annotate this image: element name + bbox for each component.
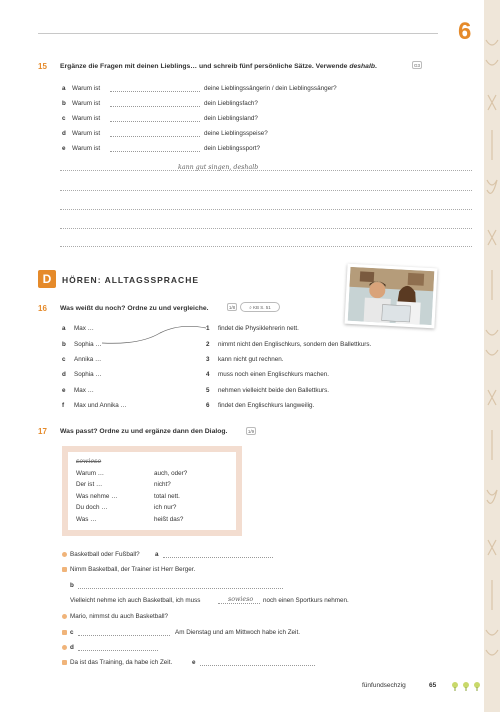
item-letter: e xyxy=(62,145,66,152)
dialog-letter: d xyxy=(70,644,74,651)
grammar-icon: G3 xyxy=(413,63,420,68)
match-right-text[interactable]: nehmen vielleicht beide den Ballettkurs. xyxy=(218,387,329,394)
dialog-letter: a xyxy=(155,551,159,558)
match-right-text[interactable]: nimmt nicht den Englischkurs, sondern den Ballettkurs. xyxy=(218,341,372,348)
exercise-16-number: 16 xyxy=(38,304,47,313)
handwritten-example: kann gut singen, deshalb xyxy=(178,164,259,171)
phrase-end[interactable]: total nett. xyxy=(154,493,180,500)
blank-field[interactable] xyxy=(110,106,200,107)
students-laptop-image xyxy=(348,267,435,325)
chapter-number: 6 xyxy=(458,18,472,45)
dialog-text: Nimm Basketball, der Trainer ist Herr Berger. xyxy=(70,566,196,573)
dialog-text: Da ist das Training, da habe ich Zeit. xyxy=(70,659,173,666)
blank-field[interactable] xyxy=(110,91,200,92)
match-left-text[interactable]: Sophia … xyxy=(74,371,102,378)
match-right-text[interactable]: findet den Englischkurs langweilig. xyxy=(218,402,315,409)
dialog-text: Am Dienstag und am Mittwoch habe ich Zeit. xyxy=(175,629,300,636)
speaker-marker xyxy=(62,645,67,650)
speaker-marker xyxy=(62,660,67,665)
footer-page-number: 65 xyxy=(429,682,437,689)
decorative-side-strip xyxy=(484,0,500,712)
phrase-start[interactable]: Was … xyxy=(76,516,97,523)
item-start-text: Warum ist xyxy=(72,85,101,92)
match-left-letter: c xyxy=(62,356,66,363)
writing-line[interactable] xyxy=(60,190,472,191)
photo-students xyxy=(344,264,437,329)
speaker-marker xyxy=(62,552,67,557)
dialog-text: Basketball oder Fußball? xyxy=(70,551,140,558)
match-right-text[interactable]: muss noch einen Englischkurs machen. xyxy=(218,371,329,378)
exercise-16-instruction: Was weißt du noch? Ordne zu und vergleiche. xyxy=(60,305,209,312)
level-flowers-icon xyxy=(450,679,484,697)
speaker-marker xyxy=(62,614,67,619)
phrase-start[interactable]: Was nehme … xyxy=(76,493,118,500)
phrase-end[interactable]: heißt das? xyxy=(154,516,184,523)
item-end-text: dein Lieblingssport? xyxy=(204,145,261,152)
exercise-15-number: 15 xyxy=(38,62,47,71)
blank-field[interactable] xyxy=(110,136,200,137)
item-end-text: dein Lieblingsland? xyxy=(204,115,258,122)
dialog-text: Mario, nimmst du auch Basketball? xyxy=(70,613,168,620)
phrase-start[interactable]: sowieso xyxy=(76,458,102,465)
match-right-text[interactable]: kann nicht gut rechnen. xyxy=(218,356,284,363)
item-start-text: Warum ist xyxy=(72,145,101,152)
match-left-text[interactable]: Annika … xyxy=(74,356,102,363)
blank-field[interactable] xyxy=(110,121,200,122)
match-left-letter: f xyxy=(62,402,65,409)
phrase-end[interactable]: auch, oder? xyxy=(154,470,188,477)
item-start-text: Warum ist xyxy=(72,115,101,122)
match-right-number: 2 xyxy=(206,341,210,348)
item-letter: d xyxy=(62,130,66,137)
dialog-text: noch einen Sportkurs nehmen. xyxy=(263,597,349,604)
dialog-letter: c xyxy=(70,629,74,636)
blank-field[interactable] xyxy=(78,635,170,636)
writing-line[interactable] xyxy=(60,228,472,229)
audio-icon[interactable]: 1/8 xyxy=(228,305,236,310)
match-left-text[interactable]: Max … xyxy=(74,325,94,332)
match-left-letter: a xyxy=(62,325,66,332)
match-left-text[interactable]: Sophia … xyxy=(74,341,102,348)
footer-page-word: fünfundsechzig xyxy=(362,682,406,689)
exercise-17-instruction: Was passt? Ordne zu und ergänze dann den Dialog. xyxy=(60,428,228,435)
match-left-letter: e xyxy=(62,387,66,394)
blank-field[interactable] xyxy=(78,588,283,589)
item-letter: a xyxy=(62,85,66,92)
item-end-text: deine Lieblingsspeise? xyxy=(204,130,268,137)
match-left-letter: b xyxy=(62,341,66,348)
blank-field[interactable] xyxy=(110,151,200,152)
item-letter: b xyxy=(62,100,66,107)
item-end-text: dein Lieblingsfach? xyxy=(204,100,258,107)
example-connection-line xyxy=(100,323,210,348)
blank-field[interactable] xyxy=(78,650,158,651)
dialog-letter: e xyxy=(192,659,196,666)
match-left-text[interactable]: Max … xyxy=(74,387,94,394)
phrase-start[interactable]: Du doch … xyxy=(76,504,108,511)
top-divider xyxy=(38,33,438,34)
handwritten-answer: sowieso xyxy=(228,596,254,603)
writing-line[interactable] xyxy=(60,246,472,247)
match-right-number: 6 xyxy=(206,402,210,409)
match-right-text[interactable]: findet die Physiklehrerin nett. xyxy=(218,325,299,332)
phrase-end[interactable]: nicht? xyxy=(154,481,171,488)
exercise-15-instruction: Ergänze die Fragen mit deinen Lieblings… und schreib fünf persönliche Sätze. Verwende deshalb. xyxy=(60,63,377,70)
speaker-marker xyxy=(62,630,67,635)
audio-icon[interactable]: 1/9 xyxy=(247,429,255,434)
match-right-number: 1 xyxy=(206,325,210,332)
dialog-text: Vielleicht nehme ich auch Basketball, ich muss xyxy=(70,597,201,604)
section-d-badge: D xyxy=(38,270,56,288)
match-right-number: 5 xyxy=(206,387,210,394)
speaker-marker xyxy=(62,567,67,572)
item-end-text: deine Lieblingssängerin / dein Lieblingssänger? xyxy=(204,85,337,92)
phrase-start[interactable]: Der ist … xyxy=(76,481,103,488)
match-left-letter: d xyxy=(62,371,66,378)
match-right-number: 3 xyxy=(206,356,210,363)
writing-line[interactable] xyxy=(60,170,472,171)
match-left-text[interactable]: Max und Annika … xyxy=(74,402,127,409)
section-d-title: HÖREN: ALLTAGSSPRACHE xyxy=(62,275,200,285)
blank-field[interactable] xyxy=(200,665,315,666)
phrase-end[interactable]: ich nur? xyxy=(154,504,177,511)
phrase-start[interactable]: Warum … xyxy=(76,470,105,477)
dialog-letter: b xyxy=(70,582,74,589)
item-letter: c xyxy=(62,115,66,122)
search-icon: ⌕ xyxy=(249,305,252,310)
exercise-17-number: 17 xyxy=(38,427,47,436)
kursbuch-reference-icon: ⌕ KB S. 51 xyxy=(240,302,280,312)
writing-line[interactable] xyxy=(60,209,472,210)
item-start-text: Warum ist xyxy=(72,130,101,137)
blank-field[interactable] xyxy=(218,603,260,604)
match-right-number: 4 xyxy=(206,371,210,378)
item-start-text: Warum ist xyxy=(72,100,101,107)
blank-field[interactable] xyxy=(163,557,273,558)
